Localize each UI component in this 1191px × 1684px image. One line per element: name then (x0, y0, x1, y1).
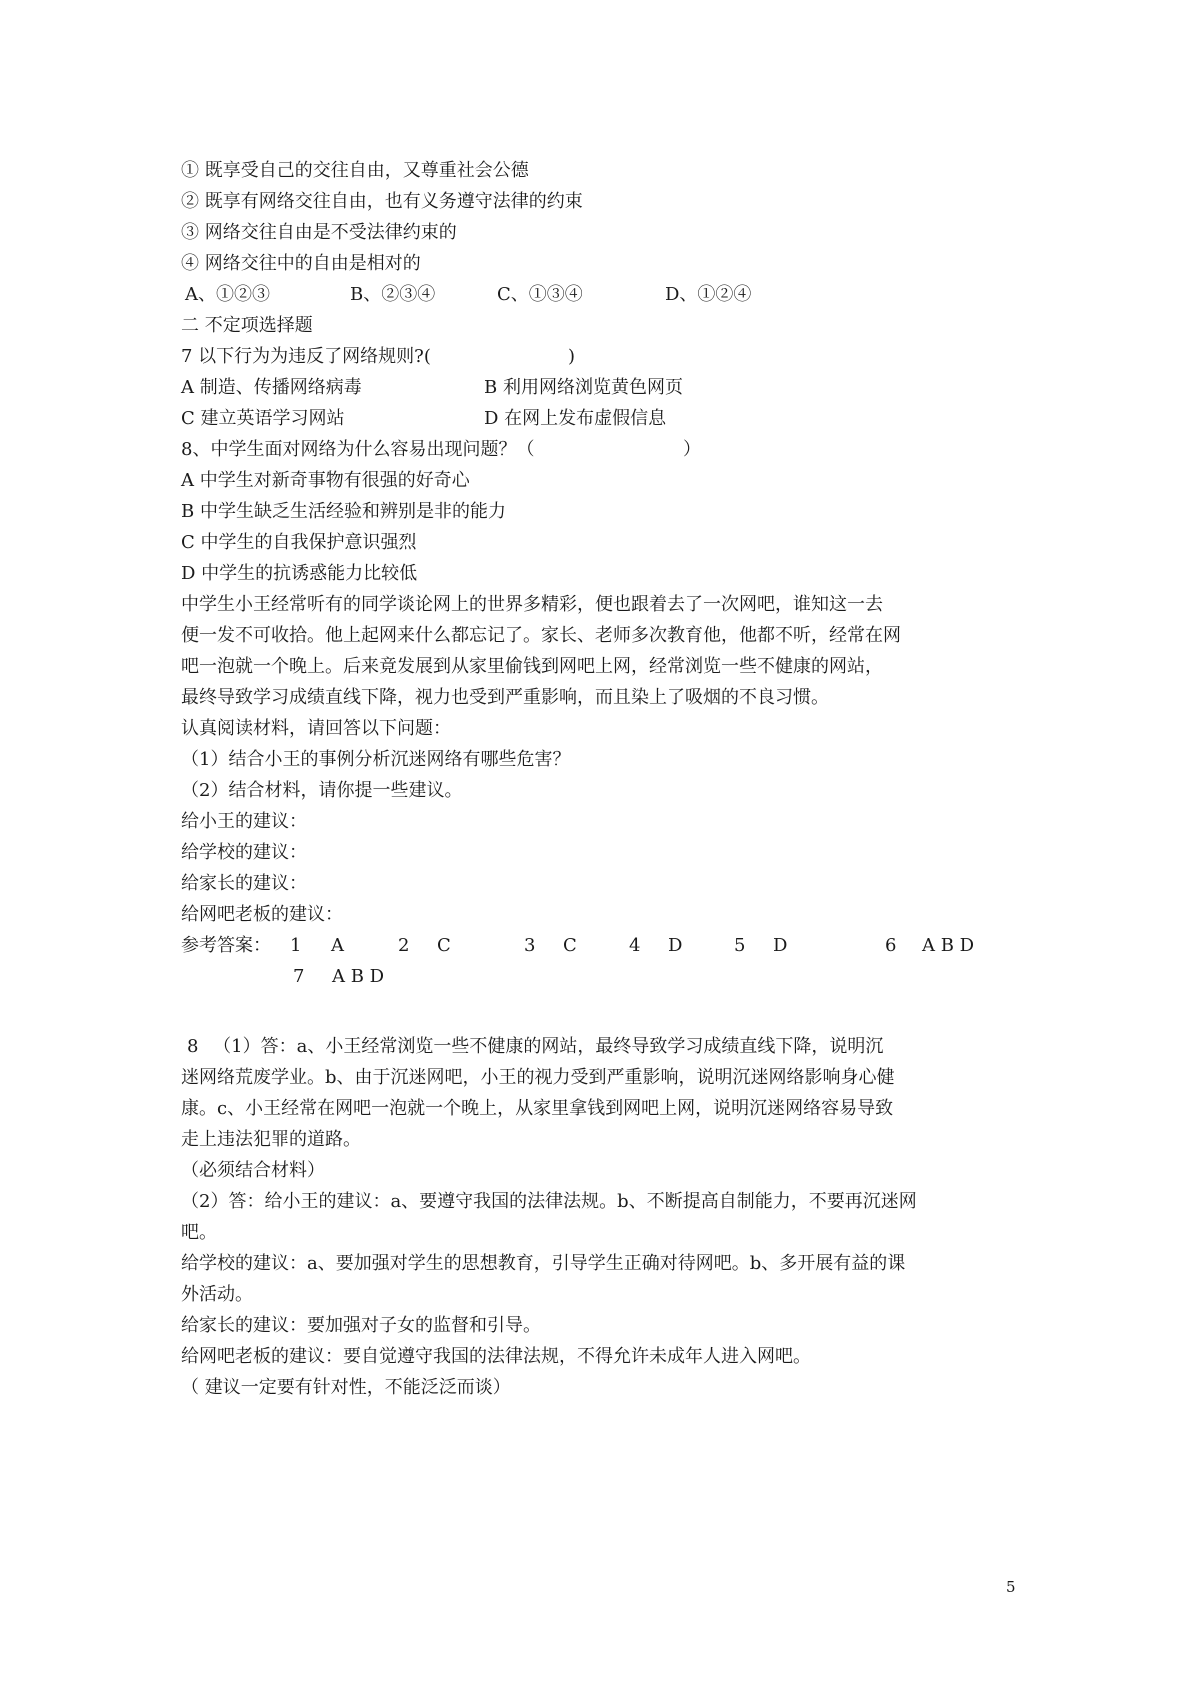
q8-option-b: B 中学生缺乏生活经验和辨别是非的能力 (181, 501, 506, 522)
answer-num: 6 (885, 935, 897, 956)
q6-choice-d: D、①②④ (665, 284, 752, 305)
q8-paren-close: ） (683, 439, 701, 460)
answer8-advice-line-6: 给网吧老板的建议：要自觉遵守我国的法律法规，不得允许未成年人进入网吧。 (181, 1346, 811, 1367)
answer-num: 2 (398, 935, 410, 956)
q6-choice-a: A、①②③ (185, 284, 270, 305)
q8-option-c: C 中学生的自我保护意识强烈 (181, 532, 417, 553)
answer-value: C (563, 935, 577, 956)
advice-blank-netcafe: 给网吧老板的建议： (181, 904, 343, 925)
answer8-advice-line-3: 给学校的建议：a、要加强对学生的思想教育，引导学生正确对待网吧。b、多开展有益的课 (181, 1253, 906, 1274)
q7-paren-close: ) (568, 346, 576, 367)
material-line-1: 中学生小王经常听有的同学谈论网上的世界多精彩，便也跟着去了一次网吧，谁知这一去 (181, 594, 883, 615)
answer8-line-1: 8 （1）答：a、小王经常浏览一些不健康的网站，最终导致学习成绩直线下降，说明沉 (187, 1036, 884, 1057)
answer8-line-3: 康。c、小王经常在网吧一泡就一个晚上，从家里拿钱到网吧上网，说明沉迷网络容易导致 (181, 1098, 894, 1119)
q7-option-a: A 制造、传播网络病毒 (181, 377, 362, 398)
answer-value: C (437, 935, 451, 956)
q6-option-1: ① 既享受自己的交往自由，又尊重社会公德 (181, 160, 529, 181)
q8-question: 8、中学生面对网络为什么容易出现问题？（ (181, 439, 535, 460)
answer8-line-4: 走上违法犯罪的道路。 (181, 1129, 361, 1150)
answer8-note-1: （必须结合材料） (181, 1160, 325, 1181)
q7-question: 7 以下行为为违反了网络规则?( (181, 346, 431, 367)
material-line-3: 吧一泡就一个晚上。后来竟发展到从家里偷钱到网吧上网，经常浏览一些不健康的网站， (181, 656, 883, 677)
answer8-advice-line-2: 吧。 (181, 1222, 217, 1243)
q6-choice-b: B、②③④ (350, 284, 436, 305)
q6-option-3: ③ 网络交往自由是不受法律约束的 (181, 222, 457, 243)
answer-num: 5 (734, 935, 746, 956)
answer-num: 3 (524, 935, 536, 956)
q7-option-d: D 在网上发布虚假信息 (484, 408, 667, 429)
q8-option-d: D 中学生的抗诱惑能力比较低 (181, 563, 418, 584)
answer8-advice-line-1: （2）答：给小王的建议：a、要遵守我国的法律法规。b、不断提高自制能力，不要再沉迷网 (181, 1191, 917, 1212)
answer8-note-2: （ 建议一定要有针对性，不能泛泛而谈） (181, 1377, 511, 1398)
answer-value: A (331, 935, 344, 956)
answer8-line-2: 迷网络荒废学业。b、由于沉迷网吧，小王的视力受到严重影响，说明沉迷网络影响身心健 (181, 1067, 895, 1088)
q6-choice-c: C、①③④ (497, 284, 583, 305)
advice-blank-school: 给学校的建议： (181, 842, 307, 863)
material-line-2: 便一发不可收拾。他上起网来什么都忘记了。家长、老师多次教育他，他都不听，经常在网 (181, 625, 901, 646)
q6-option-2: ② 既享有网络交往自由，也有义务遵守法律的约束 (181, 191, 583, 212)
answer-value: D (773, 935, 788, 956)
prompt: 认真阅读材料，请回答以下问题： (181, 718, 451, 739)
material-line-4: 最终导致学习成绩直线下降，视力也受到严重影响，而且染上了吸烟的不良习惯。 (181, 687, 829, 708)
answer-num: 7 (293, 966, 305, 987)
section-title: 二 不定项选择题 (181, 315, 313, 336)
sub-question-1: （1）结合小王的事例分析沉迷网络有哪些危害？ (181, 749, 571, 770)
q7-option-c: C 建立英语学习网站 (181, 408, 345, 429)
answer-value: A B D (922, 935, 975, 956)
q8-option-a: A 中学生对新奇事物有很强的好奇心 (181, 470, 470, 491)
answer-num: 1 (290, 935, 302, 956)
answers-label: 参考答案： (181, 935, 271, 956)
answer-value: D (668, 935, 683, 956)
answer8-advice-line-4: 外活动。 (181, 1284, 253, 1305)
advice-blank-xiaowang: 给小王的建议： (181, 811, 307, 832)
sub-question-2: （2）结合材料，请你提一些建议。 (181, 780, 463, 801)
answer-value: A B D (332, 966, 385, 987)
q7-option-b: B 利用网络浏览黄色网页 (484, 377, 683, 398)
q6-option-4: ④ 网络交往中的自由是相对的 (181, 253, 421, 274)
page-number: 5 (1006, 1578, 1016, 1596)
answer-num: 4 (629, 935, 641, 956)
answer8-advice-line-5: 给家长的建议：要加强对子女的监督和引导。 (181, 1315, 541, 1336)
advice-blank-parents: 给家长的建议： (181, 873, 307, 894)
